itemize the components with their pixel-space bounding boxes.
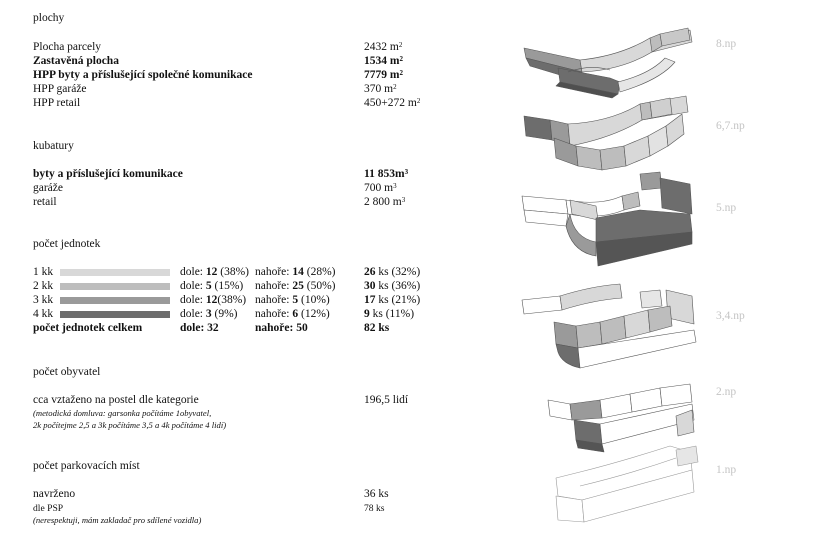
section-heading-parkovani: počet parkovacích míst	[33, 460, 140, 472]
floor-label-67np: 6,7.np	[716, 120, 745, 132]
row-label: HPP retail	[33, 97, 81, 109]
row-value: 7779 $m^2$	[364, 69, 403, 81]
unit-type: 4 kk	[33, 308, 54, 320]
unit-dole: dole: 5 (15%)	[180, 280, 244, 292]
floor-label-1np: 1.np	[716, 464, 737, 476]
floor-1np-massing	[556, 446, 698, 522]
unit-dole: dole: 12(38%)	[180, 294, 247, 306]
unit-dole: dole: 3 (9%)	[180, 308, 238, 320]
section-heading-plochy: plochy	[33, 12, 65, 24]
row-value: 1534 $m^2$	[364, 55, 403, 67]
unit-total: 30 ks (36%)	[364, 280, 421, 292]
row-label: HPP garáže	[33, 83, 87, 95]
row-value: 11 $853m^3$	[364, 168, 409, 180]
parkovani-navrzeno-value: 36 ks	[364, 488, 389, 500]
parkovani-psp-label: dle PSP	[33, 503, 64, 514]
unit-bar-1kk	[60, 269, 170, 276]
unit-total-label: počet jednotek celkem	[33, 322, 143, 334]
unit-nahore: nahoře: 14 (28%)	[255, 266, 336, 278]
obyvatel-line: cca vztaženo na postel dle kategorie	[33, 394, 199, 406]
parkovani-note: (nerespektuji, mám zakladač pro sdílené vozidla)	[33, 515, 202, 525]
unit-type: 1 kk	[33, 266, 54, 278]
row-value: 2432 $m^2$	[364, 41, 403, 53]
unit-total-sum: 82 ks	[364, 322, 390, 334]
unit-total: 17 ks (21%)	[364, 294, 421, 306]
row-label: byty a příslušející komunikace	[33, 168, 183, 180]
obyvatel-value: 196,5 lidí	[364, 394, 409, 406]
parkovani-psp-value: 78 ks	[364, 503, 385, 514]
row-value: 450+272 $m^2$	[364, 97, 421, 109]
floor-label-8np: 8.np	[716, 38, 737, 50]
floor-8np-massing	[524, 28, 692, 98]
section-heading-obyvatel: počet obyvatel	[33, 366, 101, 378]
obyvatel-note: 2k počítejme 2,5 a 3k počítáme 3,5 a 4k počítáme 4 lidí)	[33, 420, 227, 430]
unit-bar-4kk	[60, 311, 170, 318]
unit-total-dole: dole: 32	[180, 322, 219, 334]
floor-axonometric-diagram	[500, 0, 828, 542]
unit-type: 3 kk	[33, 294, 54, 306]
section-heading-jednotky: počet jednotek	[33, 238, 101, 250]
unit-nahore: nahoře: 5 (10%)	[255, 294, 330, 306]
floor-5np-massing	[522, 172, 692, 266]
unit-total: 9 ks (11%)	[364, 308, 415, 320]
unit-nahore: nahoře: 25 (50%)	[255, 280, 336, 292]
unit-nahore: nahoře: 6 (12%)	[255, 308, 330, 320]
floor-label-2np: 2.np	[716, 386, 737, 398]
section-heading-kubatury: kubatury	[33, 140, 74, 152]
row-label: HPP byty a příslušející společné komunikace	[33, 69, 253, 81]
floor-67np-massing	[524, 96, 688, 170]
unit-dole: dole: 12 (38%)	[180, 266, 249, 278]
unit-type: 2 kk	[33, 280, 54, 292]
floor-2np-massing	[548, 384, 694, 452]
row-label: Zastavěná plocha	[33, 55, 119, 67]
obyvatel-note: (metodická domluva: garsonka počítáme 1obyvatel,	[33, 408, 212, 418]
row-value: 370 $m^2$	[364, 83, 397, 95]
floor-label-5np: 5.np	[716, 202, 737, 214]
unit-total-nahore: nahoře: 50	[255, 322, 308, 334]
row-value: 700 $m^3$	[364, 182, 397, 194]
row-label: retail	[33, 196, 57, 208]
row-label: garáže	[33, 182, 63, 194]
parkovani-navrzeno-label: navrženo	[33, 488, 76, 500]
unit-total: 26 ks (32%)	[364, 266, 421, 278]
row-value: 2 800 $m^3$	[364, 196, 406, 208]
floor-label-34np: 3,4.np	[716, 310, 745, 322]
unit-bar-2kk	[60, 283, 170, 290]
floor-34np-massing	[522, 284, 696, 368]
unit-bar-3kk	[60, 297, 170, 304]
row-label: Plocha parcely	[33, 41, 102, 53]
